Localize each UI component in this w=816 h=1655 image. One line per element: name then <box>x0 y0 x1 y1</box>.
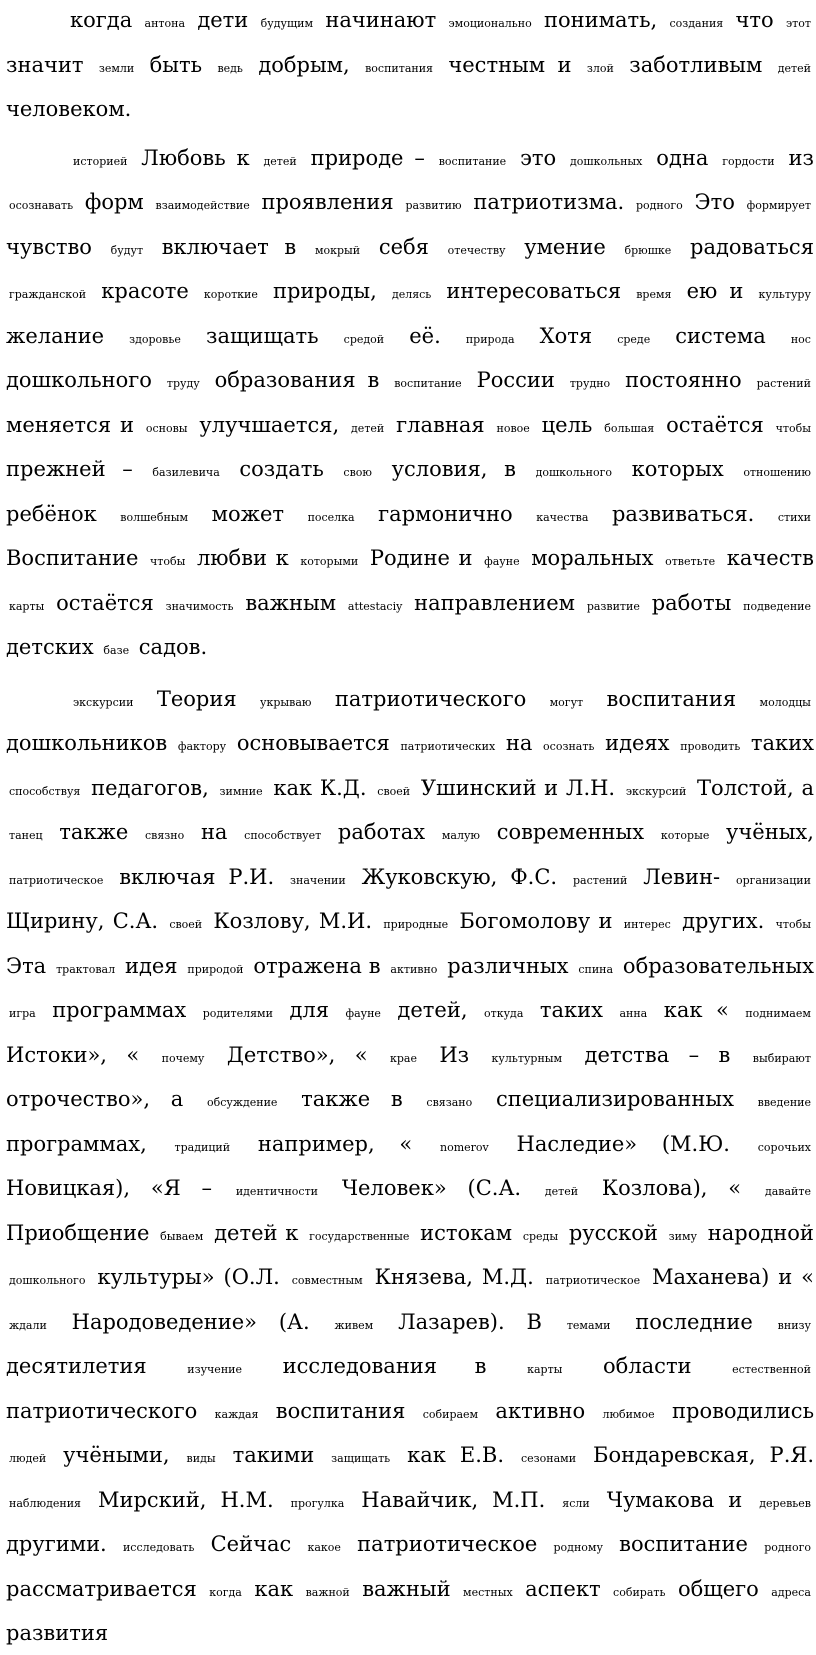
text-segment: ею и <box>686 279 744 303</box>
text-segment: воспитания <box>275 1398 406 1423</box>
inline-noise-word: укрываю <box>260 695 312 709</box>
text-segment: создать <box>239 457 324 481</box>
inline-noise-word: виды <box>186 1452 216 1465</box>
inline-noise-word: создания <box>669 17 724 30</box>
inline-noise-word: стихи <box>777 510 811 524</box>
inline-noise-word: здоровье <box>129 332 181 346</box>
inline-noise-word: местных <box>463 1585 513 1599</box>
inline-noise-word: волшебным <box>120 510 189 524</box>
text-segment: включает в <box>161 234 297 259</box>
inline-noise-word: своей <box>377 784 411 798</box>
inline-noise-word: nomerov <box>440 1140 489 1154</box>
text-segment: Истоки», « <box>6 1042 140 1067</box>
inline-noise-word: патриотическое <box>9 873 104 887</box>
text-segment: аспект <box>525 1576 601 1601</box>
text-segment: на <box>505 731 533 755</box>
text-segment: идеях <box>605 731 670 755</box>
inline-noise-word: карты <box>527 1363 563 1376</box>
text-segment: которых <box>631 457 724 481</box>
inline-noise-word: будущим <box>260 17 314 30</box>
text-segment: остаётся <box>666 412 764 437</box>
inline-noise-word: активно <box>390 962 438 976</box>
text-segment: области <box>603 1354 692 1378</box>
inline-noise-word: важной <box>305 1585 350 1599</box>
text-segment: русской <box>568 1220 658 1245</box>
text-segment: образовательных <box>622 953 814 978</box>
inline-noise-word: патриотических <box>400 740 496 753</box>
text-segment: Бондаревская, Р.Я. <box>593 1443 815 1467</box>
inline-noise-word: совместным <box>291 1274 363 1287</box>
text-segment: остаётся <box>56 590 154 615</box>
text-segment: цель <box>541 412 593 437</box>
text-segment: детей, <box>397 998 468 1022</box>
text-segment: включая Р.И. <box>119 864 275 889</box>
inline-noise-word: выбирают <box>752 1051 811 1065</box>
inline-noise-word: собирать <box>613 1585 666 1599</box>
inline-noise-word: внизу <box>777 1318 811 1332</box>
inline-noise-word: фактору <box>177 740 227 753</box>
inline-noise-word: карты <box>9 599 45 613</box>
inline-noise-word: дошкольного <box>535 466 612 479</box>
text-segment: быть <box>149 52 203 77</box>
text-segment: Сейчас <box>210 1532 292 1556</box>
inline-noise-word: значимость <box>165 599 234 613</box>
inline-noise-word: базилевича <box>152 466 220 479</box>
inline-noise-word: чтобы <box>775 421 811 435</box>
text-segment: её. <box>409 323 441 348</box>
text-segment: патриотического <box>334 686 527 711</box>
text-segment: современных <box>496 820 645 844</box>
inline-noise-word: взаимодействие <box>155 199 250 212</box>
inline-noise-word: поднимаем <box>745 1007 811 1020</box>
text-segment: значит <box>6 52 84 77</box>
inline-noise-word: родителями <box>202 1007 273 1020</box>
inline-noise-word: среды <box>522 1229 559 1243</box>
text-segment: воспитания <box>606 686 737 711</box>
text-segment: форм <box>84 190 144 214</box>
text-segment: дошкольного <box>6 368 152 392</box>
inline-noise-word: базе <box>103 644 130 657</box>
inline-noise-word: делясь <box>391 288 432 301</box>
inline-noise-word: воспитание <box>394 377 462 390</box>
inline-noise-word: чтобы <box>775 918 811 931</box>
inline-noise-word: бываем <box>160 1229 204 1243</box>
text-segment: народной <box>707 1220 814 1245</box>
inline-noise-word: молодцы <box>759 695 811 709</box>
text-segment: что <box>735 8 774 32</box>
inline-noise-word: ответьте <box>665 555 716 568</box>
text-segment: культуры» (О.Л. <box>97 1265 280 1289</box>
inline-noise-word: спина <box>578 962 614 976</box>
inline-noise-word: брюшке <box>624 243 672 257</box>
text-segment: как « <box>663 998 729 1022</box>
text-segment: природы, <box>272 279 377 303</box>
inline-noise-word: государственные <box>309 1229 410 1243</box>
text-segment: патриотизма. <box>473 190 625 214</box>
inline-noise-word: танец <box>9 829 43 842</box>
text-segment: таких <box>750 731 814 755</box>
text-segment: таких <box>539 998 603 1022</box>
inline-noise-word: обсуждение <box>206 1096 278 1109</box>
text-segment: Это <box>694 190 735 214</box>
inline-noise-word: труду <box>166 377 200 390</box>
inline-noise-word: отечеству <box>447 243 506 257</box>
inline-noise-word: прогулка <box>290 1496 345 1510</box>
inline-noise-word: крае <box>389 1051 417 1065</box>
inline-noise-word: родному <box>553 1541 603 1554</box>
inline-noise-word: антона <box>144 17 186 30</box>
text-segment: патриотическое <box>357 1532 538 1556</box>
inline-noise-word: давайте <box>764 1185 811 1198</box>
text-segment: моральных <box>531 546 654 570</box>
inline-noise-word: attestaciy <box>347 599 403 613</box>
inline-noise-word: нос <box>790 332 811 346</box>
text-segment: Навайчик, М.П. <box>361 1487 546 1512</box>
text-segment: активно <box>495 1398 586 1423</box>
text-segment: любви к <box>196 546 289 570</box>
inline-noise-word: развитию <box>405 199 462 212</box>
inline-noise-word: каждая <box>214 1407 259 1421</box>
inline-noise-word: адреса <box>771 1585 811 1599</box>
text-segment: себя <box>378 234 429 259</box>
text-segment: истокам <box>420 1220 513 1245</box>
inline-noise-word: сезонами <box>520 1452 577 1465</box>
text-segment: общего <box>677 1576 759 1601</box>
inline-noise-word: которыми <box>300 555 359 568</box>
inline-noise-word: зиму <box>668 1229 698 1243</box>
inline-noise-word: осознать <box>543 740 595 753</box>
inline-noise-word: живем <box>334 1318 374 1332</box>
text-segment: меняется и <box>6 412 134 437</box>
text-segment: условия, в <box>391 457 516 481</box>
inline-noise-word: эмоционально <box>448 17 532 30</box>
text-segment: как <box>254 1576 294 1601</box>
inline-noise-word: природные <box>383 918 449 931</box>
inline-noise-word: зимние <box>219 784 263 798</box>
inline-noise-word: связано <box>426 1096 473 1109</box>
inline-noise-word: большая <box>604 421 655 435</box>
text-segment: направлением <box>414 590 575 615</box>
inline-noise-word: поселка <box>307 510 355 524</box>
inline-noise-word: связно <box>144 829 185 842</box>
inline-noise-word: экскурсии <box>73 695 134 709</box>
inline-noise-word: злой <box>586 61 614 75</box>
text-segment: Щирину, С.А. <box>6 909 159 933</box>
text-segment: развития <box>6 1621 109 1645</box>
text-segment: Родине и <box>369 546 473 570</box>
text-segment: интересоваться <box>446 279 622 303</box>
text-segment: важным <box>245 590 337 615</box>
text-segment: других. <box>682 909 765 933</box>
text-segment: понимать, <box>543 8 658 32</box>
inline-noise-word: природой <box>187 962 244 976</box>
text-segment: садов. <box>138 635 208 659</box>
text-segment: Человек» (С.А. <box>341 1176 522 1200</box>
inline-noise-word: дошкольного <box>9 1274 86 1287</box>
inline-noise-word: гражданской <box>9 288 87 301</box>
inline-noise-word: природа <box>465 332 515 346</box>
text-segment: радоваться <box>690 234 814 259</box>
text-segment: Приобщение <box>6 1220 150 1245</box>
text-segment: последние <box>635 1309 753 1334</box>
text-segment: умение <box>524 234 606 259</box>
inline-noise-word: наблюдения <box>9 1496 81 1510</box>
inline-noise-word: земли <box>98 61 135 75</box>
inline-noise-word: ведь <box>217 61 243 75</box>
inline-noise-word: воспитания <box>365 61 433 75</box>
text-segment: учёными, <box>63 1443 170 1467</box>
text-segment: Из <box>439 1042 470 1067</box>
text-segment: качеств <box>726 546 814 570</box>
text-segment: прежней – <box>6 457 133 481</box>
text-segment: развиваться. <box>611 501 755 526</box>
inline-noise-word: растений <box>756 377 811 390</box>
inline-noise-word: когда <box>209 1585 242 1599</box>
inline-noise-word: культурным <box>491 1051 563 1065</box>
inline-noise-word: изучение <box>187 1363 242 1376</box>
text-segment: Теория <box>156 686 237 711</box>
inline-noise-word: традиций <box>174 1140 231 1154</box>
inline-noise-word: патриотическое <box>545 1274 641 1287</box>
text-segment: работы <box>651 590 732 615</box>
text-segment: воспитание <box>619 1532 748 1556</box>
text-segment: важный <box>362 1576 451 1601</box>
inline-noise-word: фауне <box>484 555 520 568</box>
inline-noise-word: трактовал <box>56 962 116 976</box>
inline-noise-word: темами <box>566 1318 611 1332</box>
inline-noise-word: мокрый <box>314 243 361 257</box>
text-segment: улучшается, <box>199 412 340 437</box>
text-segment: проявления <box>261 190 394 214</box>
inline-noise-word: значении <box>290 873 346 887</box>
text-segment: заботливым <box>629 52 763 77</box>
text-segment: Эта <box>6 953 47 978</box>
inline-noise-word: любимое <box>602 1407 655 1421</box>
inline-noise-word: качества <box>536 510 589 524</box>
inline-noise-word: средой <box>343 332 385 346</box>
text-segment: Лазарев). В <box>398 1309 542 1334</box>
text-segment: Толстой, а <box>697 775 814 800</box>
text-segment: десятилетия <box>6 1354 147 1378</box>
text-segment: на <box>200 820 228 844</box>
inline-noise-word: осознавать <box>9 199 74 212</box>
text-segment: педагогов, <box>91 775 209 800</box>
text-segment: учёных, <box>726 820 814 844</box>
inline-noise-word: основы <box>145 421 188 435</box>
inline-noise-word: которые <box>660 829 710 842</box>
text-segment: Народоведение» (А. <box>71 1309 310 1334</box>
text-segment: это <box>520 145 557 170</box>
text-segment: природе – <box>310 145 425 170</box>
text-segment: желание <box>6 323 105 348</box>
text-segment: детских <box>6 635 94 659</box>
text-segment: также в <box>301 1087 403 1111</box>
inline-noise-word: короткие <box>203 288 258 301</box>
inline-noise-word: малую <box>441 829 480 842</box>
inline-noise-word: детей <box>351 421 385 435</box>
inline-noise-word: новое <box>496 421 530 435</box>
text-segment: Мирский, Н.М. <box>97 1487 274 1512</box>
paragraph-2 <box>6 138 814 672</box>
inline-noise-word: анна <box>619 1007 648 1020</box>
text-segment: чувство <box>6 234 92 259</box>
text-segment: работах <box>337 820 426 844</box>
inline-noise-word: могут <box>549 695 584 709</box>
inline-noise-word: почему <box>161 1051 205 1065</box>
inline-noise-word: идентичности <box>235 1185 318 1198</box>
inline-noise-word: исследовать <box>122 1541 195 1554</box>
text-segment: России <box>476 368 555 392</box>
text-segment: гармонично <box>378 501 513 526</box>
inline-noise-word: интерес <box>623 918 671 931</box>
text-segment: Козлову, М.И. <box>213 909 373 933</box>
text-segment: детей к <box>214 1220 299 1245</box>
inline-noise-word: откуда <box>483 1007 524 1020</box>
inline-noise-word: родного <box>635 199 683 212</box>
text-segment: идея <box>124 953 178 978</box>
inline-noise-word: какое <box>307 1541 341 1554</box>
text-segment: отрочество», а <box>6 1087 184 1111</box>
text-segment: Князева, М.Д. <box>374 1265 534 1289</box>
text-segment: Ушинский и Л.Н. <box>420 775 616 800</box>
text-segment: постоянно <box>625 368 742 392</box>
text-segment: специализированных <box>495 1087 734 1111</box>
text-segment: патриотического <box>6 1398 198 1423</box>
inline-noise-word: трудно <box>569 377 611 390</box>
inline-noise-word: естественной <box>732 1363 812 1376</box>
text-segment: Богомолову и <box>459 909 613 933</box>
text-segment: главная <box>396 412 485 437</box>
text-segment: красоте <box>101 279 189 303</box>
text-segment: одна <box>656 145 709 170</box>
text-segment: исследования в <box>282 1354 487 1378</box>
text-segment: защищать <box>205 323 319 348</box>
inline-noise-word: своей <box>169 918 203 931</box>
inline-noise-word: дошкольных <box>569 154 643 168</box>
inline-noise-word: деревьев <box>759 1496 811 1510</box>
text-segment: Воспитание <box>6 546 139 570</box>
text-segment: система <box>675 323 766 348</box>
inline-noise-word: растений <box>572 873 628 887</box>
text-segment: Маханева) и « <box>652 1265 815 1289</box>
text-segment: Хотя <box>539 323 593 348</box>
text-segment: для <box>289 998 329 1022</box>
inline-noise-word: детей <box>544 1185 579 1198</box>
text-segment: ребёнок <box>6 501 97 526</box>
text-segment: основывается <box>236 731 390 755</box>
text-segment: программах <box>52 998 187 1022</box>
inline-noise-word: проводить <box>680 740 741 753</box>
inline-noise-word: защищать <box>331 1452 391 1465</box>
text-segment: дети <box>197 8 249 32</box>
text-segment: честным и <box>448 52 572 77</box>
text-segment: различных <box>447 953 569 978</box>
inline-noise-word: детей <box>263 154 297 168</box>
text-segment: отражена в <box>253 953 381 978</box>
text-segment: Любовь к <box>141 145 250 170</box>
inline-noise-word: родного <box>764 1541 811 1554</box>
text-segment: из <box>788 145 814 170</box>
text-segment: человеком. <box>6 97 132 121</box>
inline-noise-word: сорочьих <box>757 1140 811 1154</box>
text-segment: проводились <box>672 1398 815 1423</box>
paragraph-3 <box>6 679 814 1655</box>
text-segment: когда <box>70 8 133 32</box>
inline-noise-word: гордости <box>722 154 775 168</box>
inline-noise-word: игра <box>9 1007 36 1020</box>
inline-noise-word: развитие <box>586 599 640 613</box>
inline-noise-word: ясли <box>562 1496 590 1510</box>
inline-noise-word: людей <box>9 1452 47 1465</box>
text-segment: Левин- <box>643 864 721 889</box>
text-segment: другими. <box>6 1532 107 1556</box>
paragraph-1 <box>6 0 814 131</box>
text-segment: как К.Д. <box>273 775 367 800</box>
inline-noise-word: культуру <box>758 288 811 301</box>
inline-noise-word: способствуя <box>9 784 81 798</box>
text-segment: дошкольников <box>6 731 168 755</box>
text-segment: Наследие» (М.Ю. <box>516 1131 730 1156</box>
inline-noise-word: этот <box>785 17 811 30</box>
inline-noise-word: формирует <box>746 199 811 212</box>
text-segment: добрым, <box>258 52 350 77</box>
inline-noise-word: свою <box>343 466 372 479</box>
inline-noise-word: подведение <box>743 599 812 613</box>
inline-noise-word: время <box>636 288 672 301</box>
inline-noise-word: ждали <box>9 1318 47 1332</box>
inline-noise-word: среде <box>617 332 651 346</box>
text-segment: например, « <box>257 1131 413 1156</box>
text-segment: рассматривается <box>6 1576 197 1601</box>
inline-noise-word: чтобы <box>149 555 186 568</box>
inline-noise-word: фауне <box>345 1007 381 1020</box>
text-segment: как Е.В. <box>407 1443 504 1467</box>
inline-noise-word: детей <box>777 61 811 75</box>
inline-noise-word: будут <box>110 243 144 257</box>
text-segment: Новицкая), «Я – <box>6 1176 212 1200</box>
text-segment: образования в <box>214 368 380 392</box>
text-segment: Жуковскую, Ф.С. <box>361 864 558 889</box>
text-segment: может <box>211 501 284 526</box>
inline-noise-word: отношению <box>743 466 811 479</box>
inline-noise-word: экскурсий <box>625 784 687 798</box>
inline-noise-word: способствует <box>244 829 322 842</box>
inline-noise-word: организации <box>735 873 811 887</box>
text-segment: Чумакова и <box>606 1487 743 1512</box>
inline-noise-word: воспитание <box>438 154 507 168</box>
text-segment: такими <box>232 1443 315 1467</box>
text-segment: программах, <box>6 1131 147 1156</box>
inline-noise-word: собираем <box>422 1407 479 1421</box>
text-segment: Козлова), « <box>601 1176 742 1200</box>
text-segment: начинают <box>325 8 437 32</box>
inline-noise-word: историей <box>73 154 128 168</box>
text-segment: также <box>59 820 129 844</box>
inline-noise-word: введение <box>757 1096 812 1109</box>
text-segment: детства – в <box>584 1042 731 1067</box>
text-segment: Детство», « <box>226 1042 368 1067</box>
